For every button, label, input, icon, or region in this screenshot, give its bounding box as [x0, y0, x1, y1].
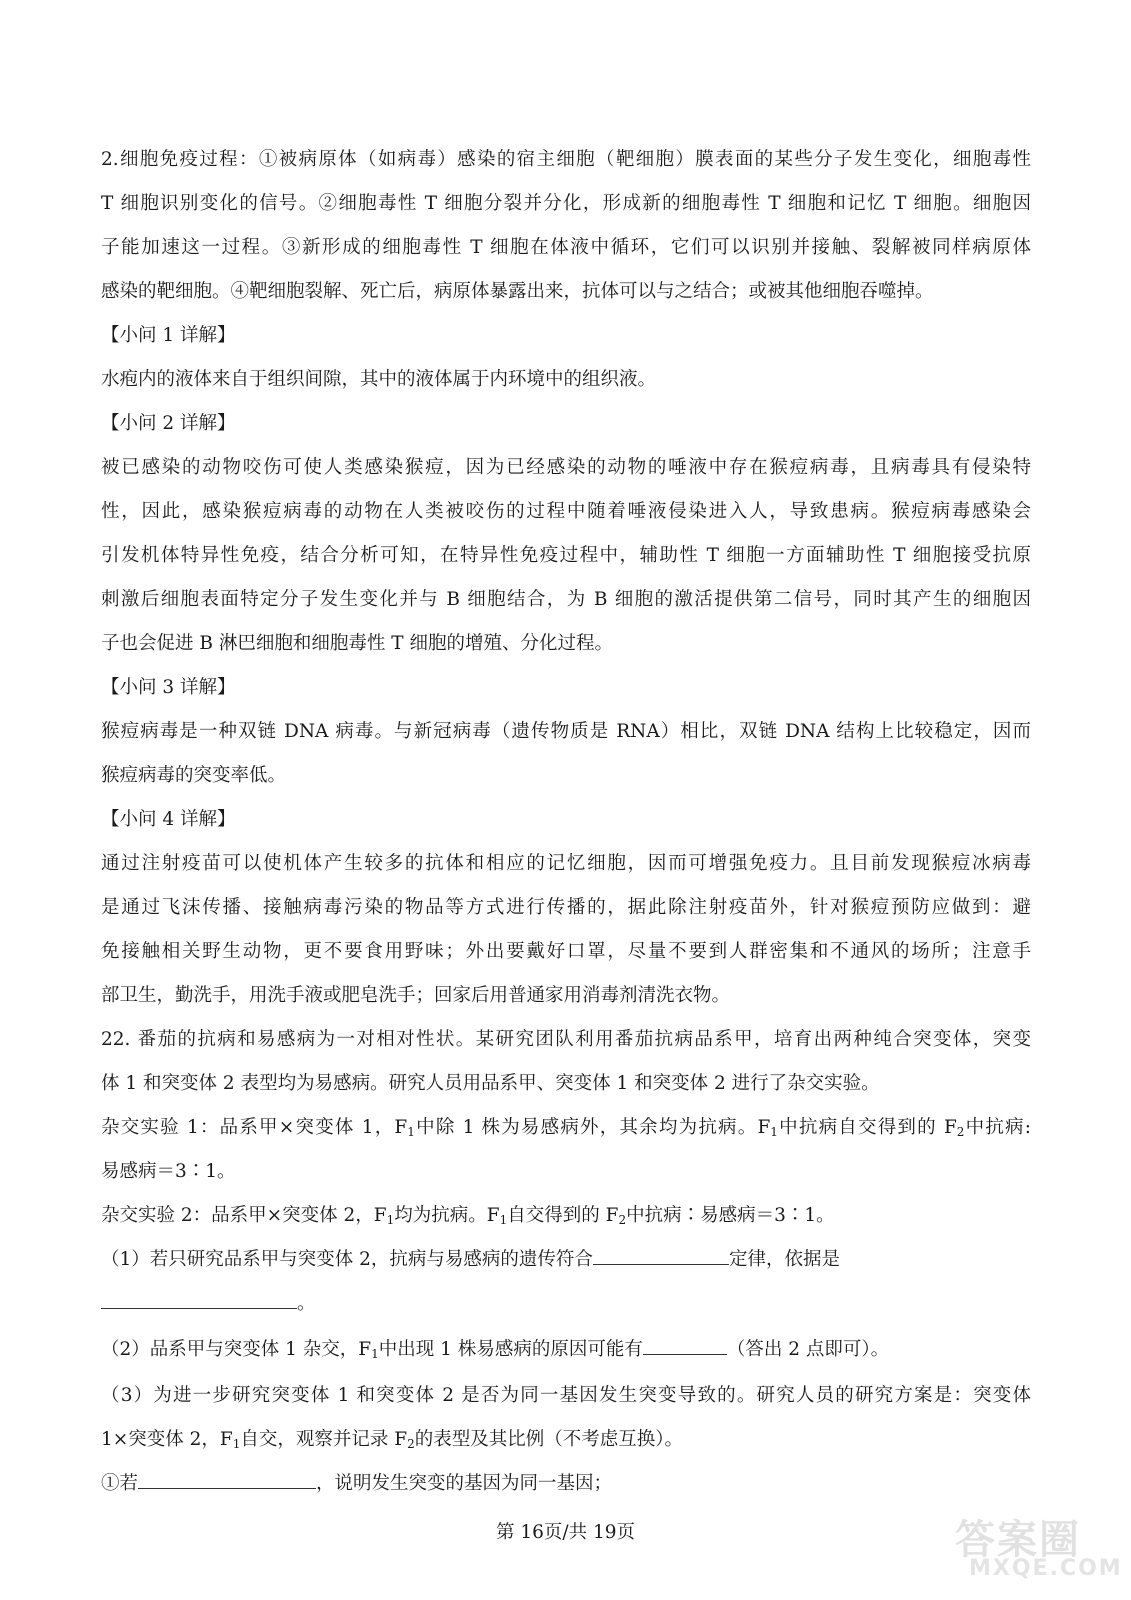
- sub-question-3-case-1: ①若 ，说明发生突变的基因为同一基因；: [101, 1462, 1031, 1506]
- answer-blank[interactable]: [138, 1462, 316, 1489]
- text-line: T 细胞识别变化的信号。②细胞毒性 T 细胞分裂并分化，形成新的细胞毒性 T 细胞和记忆 T 细胞。细胞因: [101, 193, 1031, 214]
- paragraph-answer-4: [101, 842, 1031, 1018]
- text-line: 引发机体特异性免疫，结合分析可知，在特异性免疫过程中，辅助性 T 细胞一方面辅助性 T 细胞接受抗原: [101, 545, 1031, 566]
- sub-question-1: （1）若只研究品系甲与突变体 2，抗病与易感病的遗传符合 定律，依据是: [101, 1238, 1031, 1282]
- page-number: 第 16页/共 19页: [495, 1522, 636, 1543]
- text-line: 22. 番茄的抗病和易感病为一对相对性状。某研究团队利用番茄抗病品系甲，培育出两种纯合突变体，突变: [101, 1029, 1031, 1050]
- section-heading-4: 【小问 4 详解】: [101, 809, 236, 830]
- answer-blank[interactable]: [643, 1328, 727, 1355]
- answer-blank[interactable]: [101, 1282, 297, 1309]
- answer-blank[interactable]: [593, 1238, 729, 1265]
- sub-question-3: （3）为进一步研究突变体 1 和突变体 2 是否为同一基因发生突变导致的。研究人员的研究方案是：突变体: [101, 1385, 1031, 1406]
- text-line: 子也会促进 B 淋巴细胞和细胞毒性 T 细胞的增殖、分化过程。: [101, 633, 613, 654]
- paragraph-cell-immunity: [101, 138, 1031, 314]
- section-heading-3: 【小问 3 详解】: [101, 677, 236, 698]
- cross-experiment-1: 杂交实验 1：品系甲×突变体 1，$F_1$中除 1 株为易感病外，其余均为抗病。$F_1$中抗病自交得到的 $F_2$中抗病:: [101, 1117, 1032, 1139]
- text-line: 猴痘病毒的突变率低。: [101, 765, 287, 786]
- section-heading-1: 【小问 1 详解】: [101, 325, 236, 346]
- text-line: 免接触相关野生动物，更不要食用野味；外出要戴好口罩，尽量不要到人群密集和不通风的场所；注意手: [101, 941, 1031, 962]
- document-body: [101, 138, 1031, 1506]
- sub-question-3-cont: 1×突变体 2，$F_1$自交，观察并记录 $F_2$的表型及其比例（不考虑互换）。: [101, 1429, 684, 1451]
- sub-question-2: （2）品系甲与突变体 1 杂交，$F_1$中出现 1 株易感病的原因可能有 （答出 2 点即可）。: [101, 1328, 1031, 1374]
- paragraph-answer-3: [101, 710, 1031, 798]
- text-line: 水疱内的液体来自于组织间隙，其中的液体属于内环境中的组织液。: [101, 369, 657, 390]
- paragraph-answer-2: [101, 446, 1031, 666]
- text-line: 感染的靶细胞。④靶细胞裂解、死亡后，病原体暴露出来，抗体可以与之结合；或被其他细胞吞噬掉。: [101, 281, 934, 302]
- text-line: 体 1 和突变体 2 表型均为易感病。研究人员用品系甲、突变体 1 和突变体 2 进行了杂交实验。: [101, 1073, 880, 1094]
- sub-question-1-cont: 。: [101, 1282, 1031, 1328]
- text-line: 是通过飞沫传播、接触病毒污染的物品等方式进行传播的，据此除注射疫苗外，针对猴痘预防应做到：避: [101, 897, 1031, 918]
- text-line: 猴痘病毒是一种双链 DNA 病毒。与新冠病毒（遗传物质是 RNA）相比，双链 DNA 结构上比较稳定，因而: [101, 721, 1031, 742]
- section-heading-2: 【小问 2 详解】: [101, 413, 236, 434]
- text-line: 被已感染的动物咬伤可使人类感染猴痘，因为已经感染的动物的唾液中存在猴痘病毒，且病毒具有侵染特: [101, 457, 1031, 478]
- text-line: 子能加速这一过程。③新形成的细胞毒性 T 细胞在体液中循环，它们可以识别并接触、裂解被同样病原体: [101, 237, 1031, 258]
- text-line: 2.细胞免疫过程：①被病原体（如病毒）感染的宿主细胞（靶细胞）膜表面的某些分子发生变化，细胞毒性: [101, 149, 1031, 170]
- cross-experiment-2: 杂交实验 2：品系甲×突变体 2，$F_1$均为抗病。$F_1$自交得到的 $F_2$中抗病∶易感病＝3∶1。: [101, 1205, 835, 1227]
- watermark-logo: 答案圈 MXQE.COM: [955, 1516, 1123, 1581]
- text-line: 易感病＝3∶1。: [101, 1161, 236, 1182]
- question-22: [101, 1018, 1031, 1506]
- text-line: 刺激后细胞表面特定分子发生变化并与 B 细胞结合，为 B 细胞的激活提供第二信号，同时其产生的细胞因: [101, 589, 1031, 610]
- text-line: 部卫生，勤洗手，用洗手液或肥皂洗手；回家后用普通家用消毒剂清洗衣物。: [101, 985, 731, 1006]
- text-line: 通过注射疫苗可以使机体产生较多的抗体和相应的记忆细胞，因而可增强免疫力。且目前发现猴痘冰病毒: [101, 853, 1031, 874]
- text-line: 性，因此，感染猴痘病毒的动物在人类被咬伤的过程中随着唾液侵染进入人，导致患病。猴痘病毒感染会: [101, 501, 1031, 522]
